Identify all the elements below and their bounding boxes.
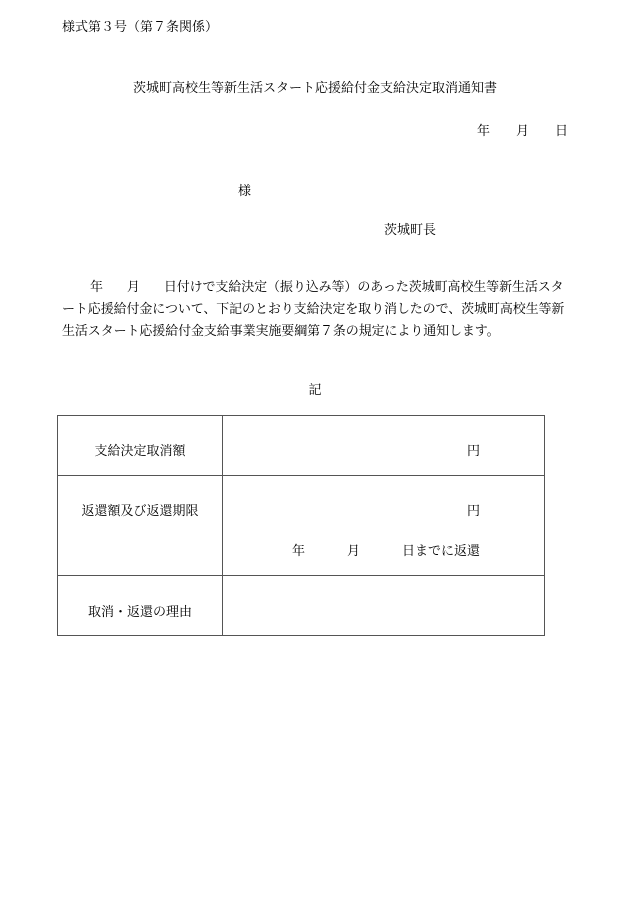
issue-date	[477, 120, 568, 139]
reason-label: 取消・返還の理由	[87, 605, 192, 620]
table-row	[58, 476, 545, 576]
ki-heading: 記	[308, 383, 322, 398]
return-amount-unit: 円	[466, 504, 480, 519]
issuer-name: 茨城町長	[384, 223, 437, 238]
cancel-amount-label: 支給決定取消額	[94, 444, 186, 459]
document-title: 茨城町高校生等新生活スタート応援給付金支給決定取消通知書	[132, 81, 497, 96]
table-label-cell	[58, 576, 223, 636]
table-value-cell	[223, 576, 545, 636]
return-amount-label: 返還額及び返還期限	[81, 504, 199, 519]
table-row	[58, 576, 545, 636]
table-value-cell	[223, 416, 545, 476]
cancel-amount-unit: 円	[466, 444, 480, 459]
form-number: 様式第３号（第７条関係）	[62, 20, 219, 35]
return-deadline	[292, 540, 480, 559]
table-value-cell	[223, 476, 545, 576]
table-label-cell	[58, 416, 223, 476]
date-day: 日	[554, 124, 568, 139]
table-row	[58, 416, 545, 476]
notice-body	[62, 277, 572, 343]
body-year: 年	[90, 280, 103, 295]
body-month: 月	[126, 280, 140, 295]
table-label-cell	[58, 476, 223, 576]
body-text: 日付けで支給決定（振り込み等）のあった茨城町高校生等新生活スタート応援給付金について、下記のとおり支給決定を取り消したので、茨城町高校生等新生活スタート応援給付金支給事業実施要綱第７条の規定により通知します。	[62, 280, 565, 339]
deadline-year: 年	[291, 544, 305, 559]
deadline-month: 月	[346, 544, 360, 559]
deadline-suffix: 日までに返還	[401, 544, 480, 559]
date-month: 月	[515, 124, 529, 139]
date-year: 年	[476, 124, 490, 139]
addressee-suffix: 様	[238, 184, 252, 199]
detail-table	[57, 415, 545, 636]
